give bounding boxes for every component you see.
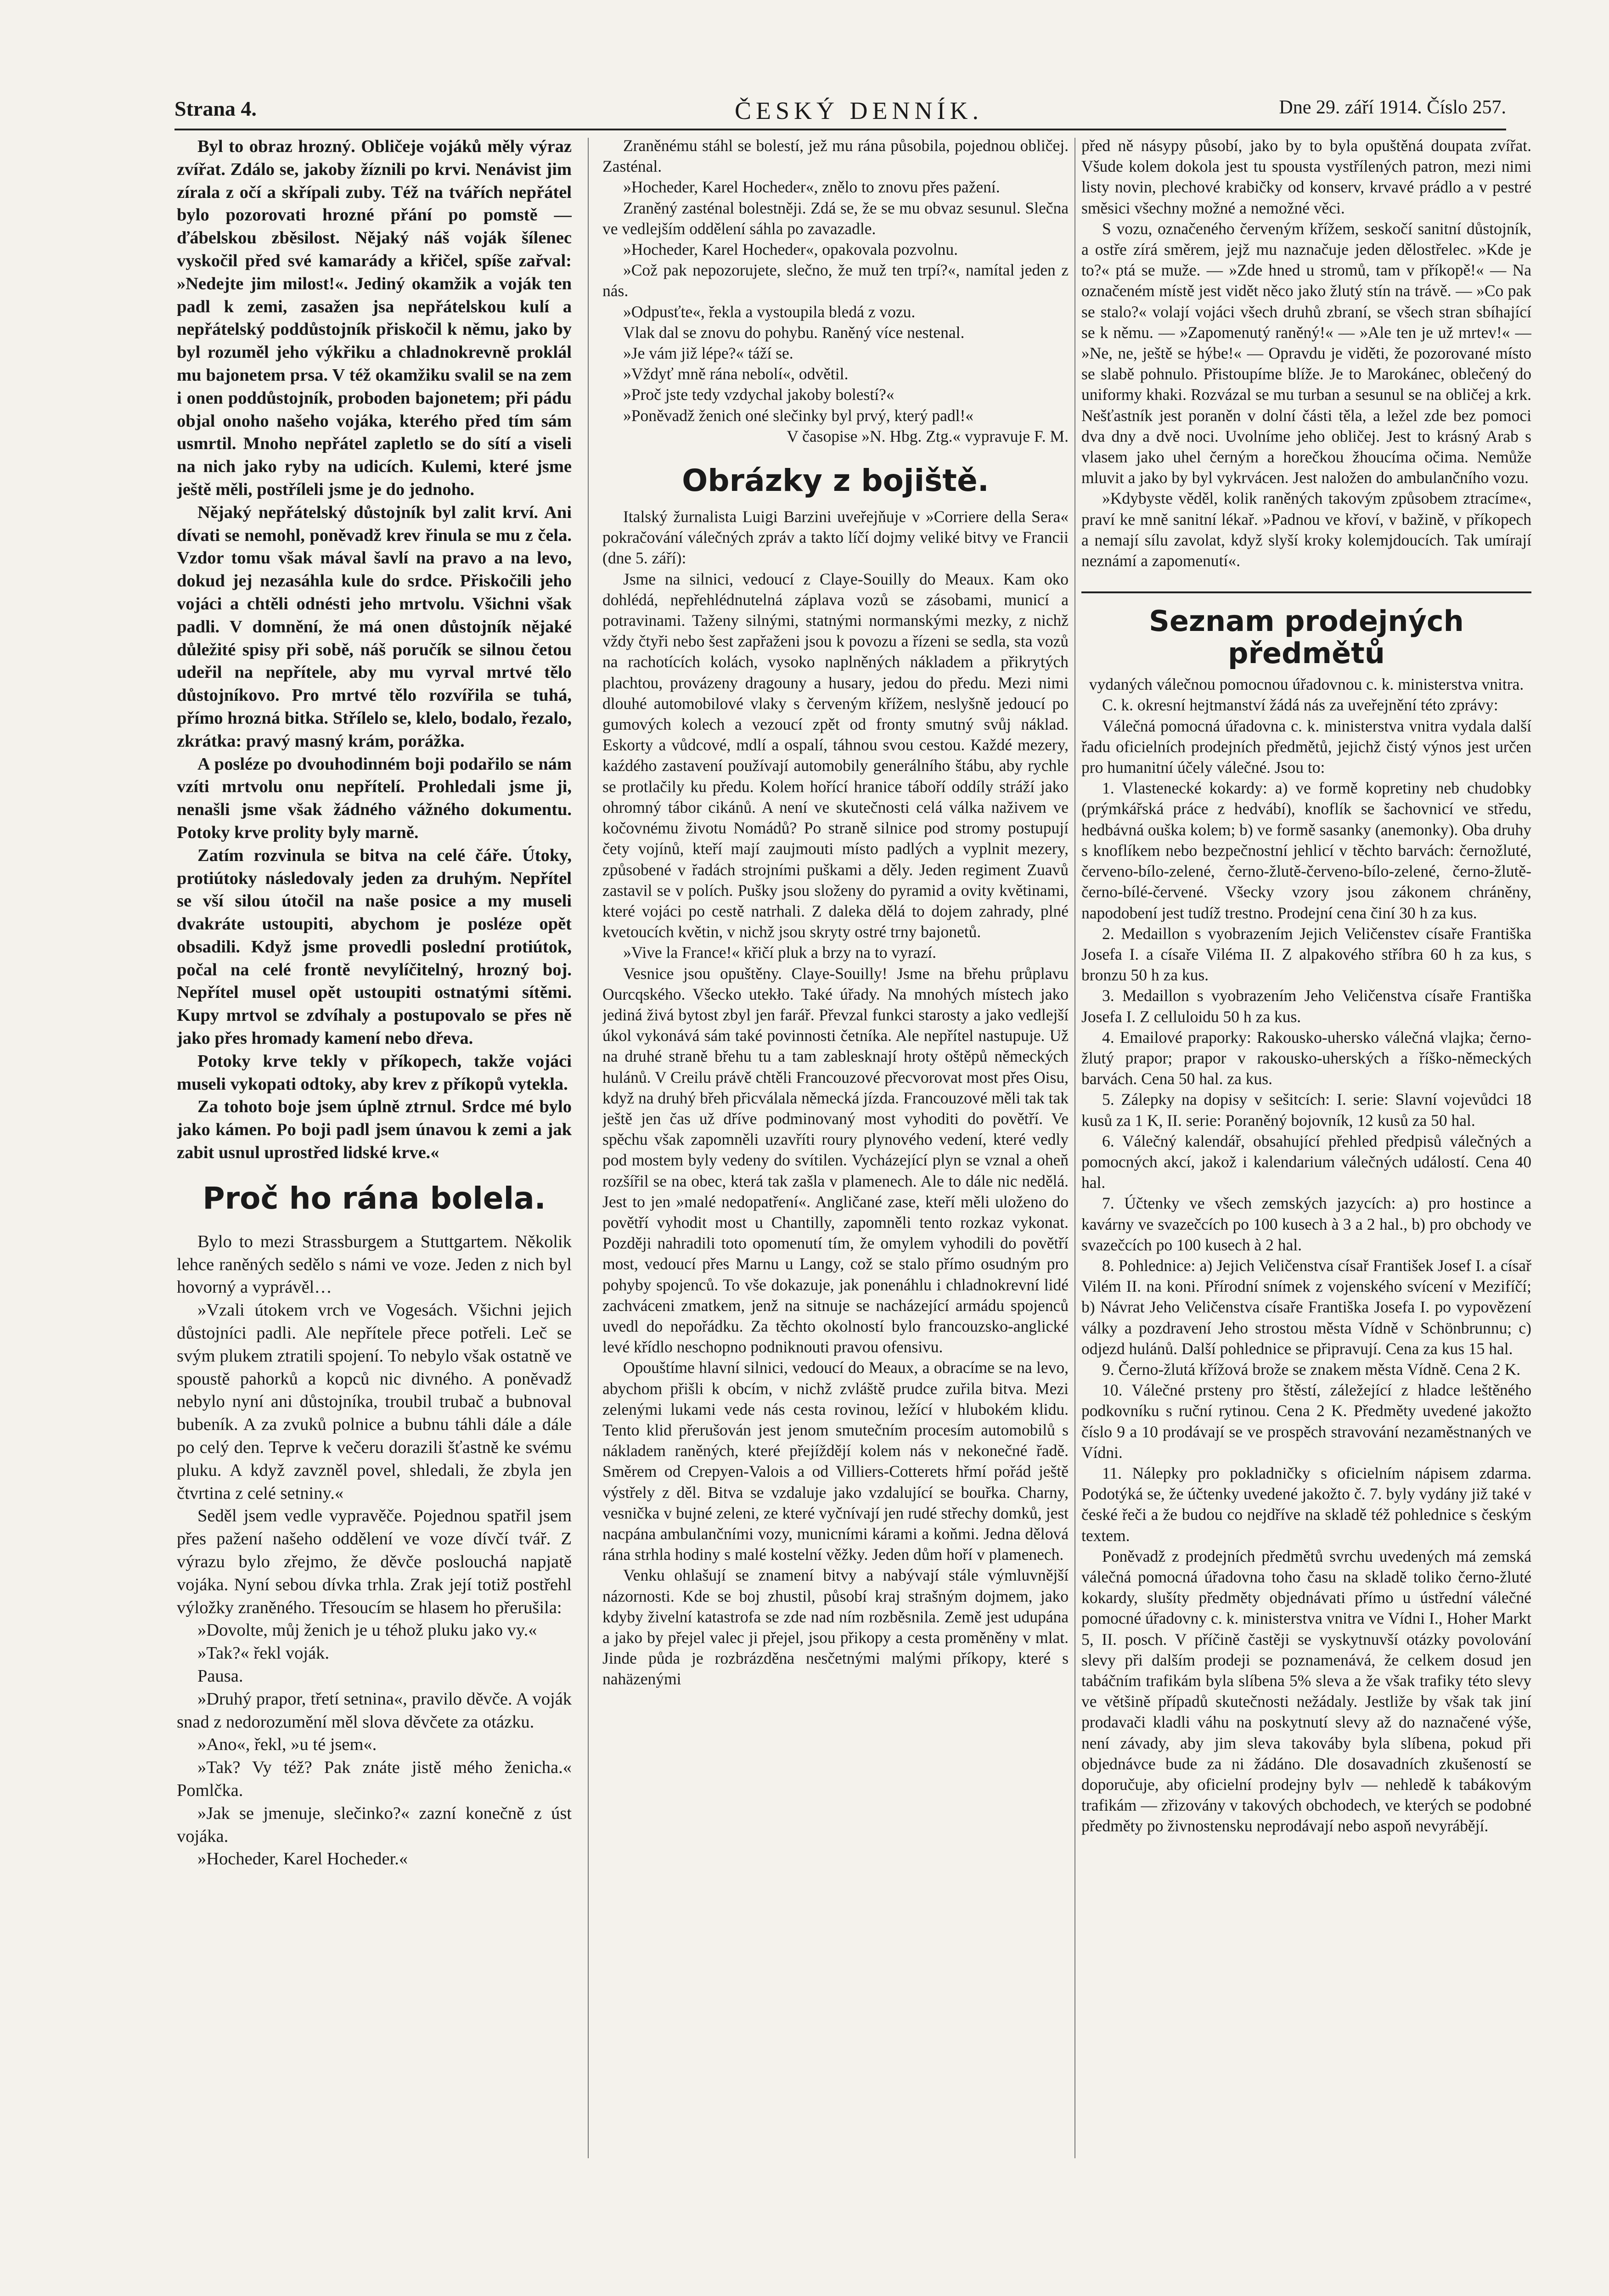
paragraph: Válečná pomocná úřadovna c. k. ministerstva vnitra vydala další řadu oficielních prodejních předmětů, jejichž čistý výnos jest určen pro humanitní účely válečné. Jsou to: (1081, 716, 1531, 777)
paragraph: »Což pak nepozorujete, slečno, že muž ten trpí?«, namítal jeden z nás. (602, 261, 1069, 300)
list-item: 4. Emailové praporky: Rakousko-uhersko válečná vlajka; černo-žlutý prapor; prapor v rakousko-uherských a říško-německých barvách. Cena 50 hal. za kus. (1081, 1028, 1531, 1088)
paragraph: »Hocheder, Karel Hocheder«, opakovala pozvolnu. (623, 240, 958, 259)
dialogue-line: »Druhý prapor, třetí setnina«, pravilo děvče. A voják snad z nedorozumění měl slova děvčete za otázku. (177, 1689, 572, 1732)
source-note: V časopise »N. Hbg. Ztg.« vypravuje F. M. (787, 427, 1069, 445)
article-heading: Proč ho rána bolela. (203, 1180, 546, 1216)
paragraph: C. k. okresní hejtmanství žádá nás za uveřejnění této zprávy: (1102, 696, 1498, 715)
list-item: 9. Černo-žlutá křížová brože se znakem města Vídně. Cena 2 K. (1102, 1360, 1521, 1379)
paragraph: A posléze po dvouhodinném boji podařilo se nám vzíti mrtvolu onu nepřítelí. Prohledali jsme ji, nenašli jsme však žádného vážného dokumentu. Potoky krve prolity byly marně. (177, 754, 572, 842)
page-number: Strana 4. (174, 97, 257, 120)
dialogue-line: »Dovolte, můj ženich je u téhož pluku jako vy.« (197, 1621, 537, 1640)
paragraph: před ně násypy působí, jako by to byla opuštěná doupata zvířat. Všude kolem dokola jest tu spousta vystřílených patron, mezi nimi listy novin, plechové krabičky od konserv, krvavé prádlo a v pestré směsici všechny možné a nemožné věci. (1081, 136, 1531, 217)
paragraph: »Je vám již lépe?« táží se. (623, 344, 793, 363)
dialogue-line: »Ano«, řekl, »u té jsem«. (197, 1735, 377, 1755)
paragraph: »Vzali útokem vrch ve Vogesách. Všichni jejich důstojníci padli. Ale nepřítele přece potřeli. Leč se svým plukem ztratili spojení. To nebylo však ostatně ve spoustě pahorků a kopců nic divného. A poněvadž nebylo nyní ani důstojníka, troubil trubač a bubnoval bubeník. A za zvuků polnice a bubnu táhli dále a dále po celý den. Teprve k večeru dorazili šťastně ke svému pluku. A když zavzněl povel, shledali, že zbyla jen čtvrtina z celé setniny.« (177, 1300, 572, 1503)
list-item: 10. Válečné prsteny pro štěstí, záležející z hladce leštěného podkovníku s ruční rytinou. Cena 2 K. Předměty uvedené jakožto číslo 9 a 10 prodávají se ve prospěch stravování nezaměstnaných ve Vídni. (1081, 1381, 1531, 1462)
paragraph: Nějaký nepřátelský důstojník byl zalit krví. Ani dívati se nemohl, poněvadž krev řinula se mu z čela. Vzdor tomu však mával šavlí na pravo a na levo, dokud jej nezasáhla kule do srdce. Přiskočili jeho vojáci a chtěli odnésti jeho mrtvolu. Všichni však padli. V domnění, že má onen důstojník nějaké důležité spisy při sobě, náš poručík se silnou četou udeřil na nepřítele, aby mu vyrval mrtvé tělo důstojníkovo. Pro mrtvé tělo rozvířila se tuhá, přímo hrozná bitka. Střílelo se, klelo, bodalo, řezalo, zkrátka: pravý masný krám, porážka. (177, 502, 572, 751)
paragraph: Vesnice jsou opuštěny. Claye-Souilly! Jsme na břehu průplavu Ourcqského. Všecko utekło. Také úřady. Na mnohých místech jako jediná živá bytost zbyl jen farář. Převzal funkci starosty a jako vedlejší úkol vykonává sám také povinnosti četníka. Ale nepřítel nastupuje. Už na druhé straně břehu tu a tam zablesknají hroty oštěpů německých hulánů. V Creilu právě chtěli Francouzové přecvorovat most přes Oisu, když na druhý břeh přicválala německá jízda. Francouzové měli tak tak ještě jen čas už dříve podminovaný most vyhoditi do povětří. Ve spěchu však zapomněli uzavříti roury plynového vedení, které vedly pod mostem byly vedeny do svítilen. Vycházející plyn se vznal a oheň rozšířil se na obec, která tak zašla v plamenech. Ale to dále nic nedělá. Jest to jen »malé nedopatření«. Angličané zase, kteří měli uloženo do povětří vyhodit most u Chantilly, zapomněli tento rozkaz vykonat. Později nahradili toto opomenutí tím, že omylem vyhodili do povětří most, vedoucí přes Marnu u Langy, což se stalo přímo osudným pro pohyby spojenců. To vše dokazuje, jak ponenáhlu i chladnokrevní lidé zachváceni zmatkem, jenž na sitnuje se nacházející armádu spojenců uvedl do nepořádku. Za těchto okolností bylo francouzsko-anglické levé křídlo neschopno podniknouti pravou ofensivu. (602, 964, 1069, 1356)
paragraph: S vozu, označeného červeným křížem, seskočí sanitní důstojník, a ostře zírá směrem, jejž mu naznačuje jeden dělostřelec. »Kde je to?« ptá se muže. — »Zde hned u stromů, tam v příkopě!« — Na označeném místě jest vidět něco jako žlutý stín na trávě. — »Co pak se stalo?« volají vojáci všech druhů zbraní, se všech stran sbíhající se k němu. — »Zapomenutý raněný!« — »Ale ten je už mrtev!« — »Ne, ne, ještě se hýbe!« — Opravdu je viděti, že pozorované místo se slabě pohnulo. Přistoupíme blíže. Je to Marokánec, oblečený do uniformy khaki. Rozvázal se mu turban a sesunul se na obličej a krk. Nešťastník jest poraněn v dolní části těla, a ležel zde bez pomoci dva dny a dvě noci. Uvolníme jeho obličej. Jest to krásný Arab s vlasem jako uhel černým a horečkou žhoucíma očima. Nemůže mluvit a jako by byl vykrvácen. Jest naložen do ambulančního vozu. (1081, 219, 1531, 487)
list-item: 7. Účtenky ve všech zemských jazycích: a) pro hostince a kavárny ve svazečcích po 100 kusech à 3 a 2 hal., b) pro obchody ve svazečcích po 100 kusech à 2 hal. (1081, 1194, 1531, 1254)
paragraph: Zraněný zasténal bolestněji. Zdá se, že se mu obvaz sesunul. Slečna ve vedlejším oddělení sáhla po zavazadle. (602, 198, 1069, 238)
list-item: 8. Pohlednice: a) Jejich Veličenstva císař František Josef I. a císař Vilém II. na koni. Přírodní snímek z vojenského svícení v Mezifíčí; b) Návrat Jeho Veličenstva císaře Františka Josefa I. po vypovězení války a pozdravení Jeho strostou města Vídně v Schönbrunnu; c) odjezd hulánů. Další pohlednice se připravují. Cena za kus 15 hal. (1081, 1256, 1531, 1358)
paragraph: Potoky krve tekly v příkopech, takže vojáci museli vykopati odtoky, aby krev z příkopů vytekla. (177, 1051, 572, 1094)
paragraph: »Hocheder, Karel Hocheder«, znělo to znovu přes pažení. (623, 178, 1000, 197)
list-item: 5. Zálepky na dopisy v sešitcích: I. serie: Slavní vojevůdci 18 kusů za 1 K, II. serie: Poraněný bojovník, 12 kusů za 50 hal. (1081, 1090, 1531, 1130)
paragraph: »Vive la France!« křičí pluk a brzy na to vyrazí. (623, 943, 936, 962)
list-item: 2. Medaillon s vyobrazením Jejich Veličenstev císaře Františka Josefa I. a císaře Viléma II. Z alpakového stříbra 60 h za kus, s bronzu 50 h za kus. (1081, 924, 1531, 985)
dialogue-line: »Jak se jmenuje, slečinko?« zazní konečně z úst vojáka. (177, 1803, 572, 1846)
list-item: 3. Medaillon s vyobrazením Jeho Veličenstva císaře Františka Josefa I. Z celluloidu 50 h za kus. (1081, 986, 1531, 1026)
paragraph: Opouštíme hlavní silnici, vedoucí do Meaux, a obracíme se na levo, abychom přišli k obcím, v nichž zvláště prudce zuřila bitva. Mezi zelenými lukami vede nás cesta rovinou, ležící v hlubokém klidu. Tento klid přerušován jest jenom smutečním procesím automobilů s nákladem raněných, které přejíždějí kolem nás v nekonečné řadě. Směrem od Crepyen-Valois a od Villiers-Cotterets hřmí pořád ještě výstřely z děl. Bitva se vzdaluje jako vzdalující se bouřka. Charny, vesnička v bujné zeleni, ze které vyčnívají jen rudé střechy domků, jest nacpána ambulančními vozy, municními kárami a koňmi. Jedna dělová rána strhla hodiny s malé kostelní věžky. Jeden dům hoří v plamenech. (602, 1358, 1069, 1564)
dialogue-line: »Tak?« řekl voják. (197, 1643, 330, 1663)
paragraph: Zatím rozvinula se bitva na celé čáře. Útoky, protiútoky následovaly jeden za druhým. Nepřítel se vší silou útočil na naše posice a my museli dvakráte ustoupiti, abychom je posléze opět obsadili. Když jsme provedli poslední protiútok, počal na celé frontě nevylíčitelný, hrozný boj. Nepřítel musel opět ustoupiti ostnatými sítěmi. Kupy mrtvol se zdvíhaly a postupovalo se přes ně jako přes hromady kamení nebo dřeva. (177, 845, 572, 1048)
paragraph: »Odpusťte«, řekla a vystoupila bledá z vozu. (623, 302, 916, 321)
paragraph: »Kdybyste věděl, kolik raněných takovým způsobem ztracíme«, praví ke mně sanitní lékař. »Padnou ve křoví, v bažině, v příkopech a nemají sílu zavolat, když slyší kroky kolemjdoucích. Tak umírají neznámí a zapomenutí«. (1081, 489, 1531, 570)
article-heading: Obrázky z bojiště. (682, 463, 989, 499)
paragraph: Bylo to mezi Strassburgem a Stuttgartem. Několik lehce raněných sedělo s námi ve voze. Jeden z nich byl hovorný a vyprávěl… (177, 1232, 572, 1297)
masthead: ČESKÝ DENNÍK. (735, 97, 983, 124)
section-rule (1081, 591, 1531, 593)
dialogue-line: »Tak? Vy též? Pak znáte jistě mého ženicha.« Pomlčka. (177, 1758, 572, 1800)
paragraph: Byl to obraz hrozný. Obličeje vojáků měly výraz zvířat. Zdálo se, jakoby žíznili po krvi. Nenávist jim zírala z očí a skřípali zuby. Též na tvářích nepřátel bylo pozorovati hrozné přání po pomstě — ďábelskou zběsilost. Nějaký náš voják šílenec vyskočil před své kamarády a křičel, spíše zařval: »Nedejte jim milost!«. Jediný okamžik a voják ten padl k zemi, zasažen jsa nepřátelskou kulí a nepřátelský poddůstojník přiskočil k němu, jako by byl rozuměl jeho výkřiku a chladnokrevně proklál mu bajonetem prsa. V též okamžiku svalil se na zem i onen poddůstojník, proboden bajonetem; při pádu objal onoho našeho vojáka, kterého před tím sám usmrtil. Mnoho nepřátel zapletlo se do sítí a viseli na nich jako ryby na udicích. Kulemi, které jsme ještě měli, postříleli jsme je do jednoho. (177, 137, 572, 499)
paragraph: Zraněnému stáhl se bolestí, jež mu rána působila, pojednou obličej. Zasténal. (602, 136, 1069, 176)
paragraph: Jsme na silnici, vedoucí z Claye-Souilly do Meaux. Kam oko dohlédá, nepřehlédnutelná záplava vozů se zásobami, municí a potravinami. Taženy silnými, statnými normanskými mezky, z nichž vždy čtyři nebo šest zapřaženi jsou k povozu a řízeni se sedla, sta vozů na rachotících kolách, vysoko naplněných nákladem a přikrytých plachtou, provázeny dragouny a husary, jedou do předu. Mezi nimi dlouhé automobilové vlaky s červeným křížem, neslyšně jedoucí po gumových kolech a vezoucí zpět od fronty smutný svůj náklad. Eskorty a vůdcové, mdlí a ospalí, táhnou svou cestou. Každé mezery, kaźdého zastavení používají automobily generálního štábu, aby rychle se protlačily ku předu. Kolem hořící hranice táboří oddíly stráží jako ohromný tábor cikánů. A není ve skutečnosti celá válka naživem ve kočovnému životu Nomádů? Po straně silnice pod stromy postupují čety vojínů, kteří mají zaujmouti místo padlých a vyplnit mezery, způsobené v řadách strojními puškami a děly. Jeden regiment Zuavů zastavil se v polích. Pušky jsou složeny do pyramid a ovity květinami, které vojáci po cestě natrhali. Z daleka dělá to dojem zahrady, plné kvetoucích květin, v nichž jsou skryty ostré trny bajonetů. (602, 569, 1069, 941)
paragraph: Venku ohlašují se znamení bitvy a nabývají stále výmluvnější názornosti. Kde se boj zhustil, působí kraj strašným dojmem, jako kdyby živelní katastrofa se zde nad ním rozběsnila. Země jest udupána a jako by přejel valec ji přejel, jsou přikopy a cesta proměněny v mlat. Jinde půda je rozbrázděna nesčetnými malými příkopy, které s nahäzenými (602, 1566, 1069, 1688)
page-header (174, 96, 1506, 130)
column-1 (177, 135, 572, 2174)
column-2 (602, 135, 1069, 2174)
subheading: vydaných válečnou pomocnou úřadovnou c. k. ministerstva vnitra. (1089, 675, 1524, 694)
column-divider (588, 138, 589, 2158)
list-item: 1. Vlastenecké kokardy: a) ve formě kopretiny neb chudobky (prýmkářská práce z hedvábí), knoflík se šachovnicí ve středu, hedbávná ouška kolem; b) ve formě sasanky (anemonky). Oba druhy s knoflíkem nebo bezpečnostní jehlicí v těchto barvách: černožluté, červeno-bílo-zelené, černo-žlutě-červeno-bílo-zelené, černo-žlutě-černo-bílé-červené. Všecky vzory jsou zákonem chráněny, napodobení jest tudíž trestno. Prodejní cena činí 30 h za kus. (1081, 779, 1531, 922)
paragraph: Seděl jsem vedle vypravěče. Pojednou spatřil jsem přes pažení našeho oddělení ve voze dívčí tvář. Z výrazu bylo zřejmo, že děvče poslouchá napjatě vojáka. Nyní sebou dívka trhla. Zrak její totiž postřehl výložky zraněného. Třesoucím se hlasem ho přerušila: (177, 1506, 572, 1617)
paragraph: »Vždyť mně rána nebolí«, odvětil. (623, 365, 849, 383)
article-heading: Seznam prodejných předmětů (1149, 604, 1464, 670)
paragraph: »Proč jste tedy vzdychal jakoby bolestí?« (623, 385, 895, 404)
paragraph: Poněvadž z prodejních předmětů svrchu uvedených má zemská válečná pomocná úřadovna toho času na skladě toliko černo-žluté kokardy, slušíty předměty objednávati přímo u ústřední válečné pomocné úřadovny c. k. ministerstva vnitra ve Vídni I., Hoher Markt 5, II. posch. V příčině častěji se vyskytnuvší otázky povolování slevy při dalším prodeji se poznamenává, že celkem dosud jen tabáčním trafikám byla slíbena 5% sleva a že však trafiky této slevy ve většině případů skutečnosti nežádaly. Jestliže by však tak jiní prodavači kladli váhu na poskytnutí slevy až do naznačené výše, není závady, aby jim sleva takováby byla slíbena, pokud při objednávce bude za ni žádáno. Dle dosavadních zkušeností se doporučuje, aby oficielní prodejny bylv — nehledě k tabákovým trafikám — zřizovány v takových obchodech, ve kterých se podobné předměty po živnostensku neprodávají nebo aspoň nevyrábějí. (1081, 1547, 1531, 1835)
paragraph: Vlak dal se znovu do pohybu. Raněný více nestenal. (623, 323, 965, 342)
dialogue-line: Pausa. (197, 1666, 243, 1686)
paragraph: Italský žurnalista Luigi Barzini uveřejňuje v »Corriere della Sera« pokračování válečných zpráv a takto líčí dojmy veliké bitvy ve Francii (dne 5. září): (602, 507, 1069, 568)
column-3 (1081, 135, 1531, 2174)
paragraph: Za tohoto boje jsem úplně ztrnul. Srdce mé bylo jako kámen. Po boji padl jsem únavou k zemi a jak zabit usnul uprostřed lidské krve.« (177, 1097, 572, 1163)
dateline: Dne 29. září 1914. Číslo 257. (1279, 97, 1506, 118)
list-item: 11. Nálepky pro pokladničky s oficielním nápisem zdarma. Podotýká se, že účtenky uvedené jakožto č. 7. byly vydány již také v české řeči a že budou co nejdříve na skladě též pohlednice s českým textem. (1081, 1463, 1531, 1545)
list-item: 6. Válečný kalendář, obsahující přehled předpisů válečných a pomocných akcí, jakož i kalendarium válečných událostí. Cena 40 hal. (1081, 1131, 1531, 1192)
dialogue-line: »Hocheder, Karel Hocheder.« (197, 1849, 408, 1869)
paragraph: »Poněvadž ženich oné slečinky byl prvý, který padl!« (623, 406, 974, 425)
